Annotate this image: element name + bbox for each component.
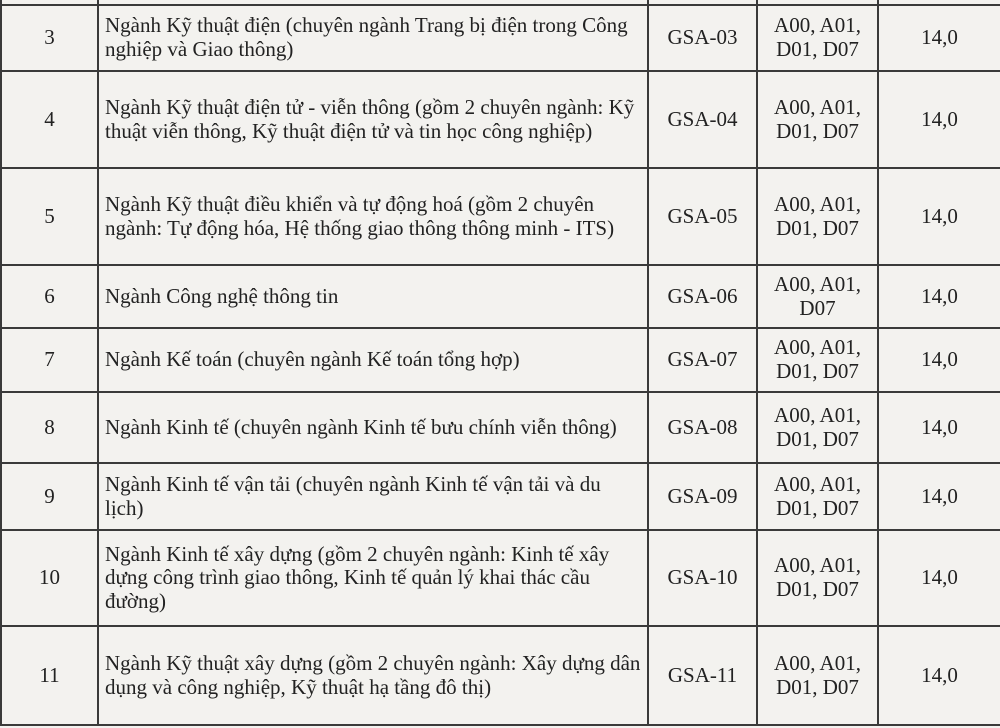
major-code: GSA-11 [648, 626, 757, 725]
table-row [1, 71, 1000, 168]
row-number: 7 [1, 328, 98, 392]
major-code: GSA-05 [648, 168, 757, 265]
minimum-score: 14,0 [878, 168, 1000, 265]
minimum-score: 14,0 [878, 626, 1000, 725]
row-number: 9 [1, 463, 98, 530]
minimum-score: 14,0 [878, 5, 1000, 71]
row-number: 5 [1, 168, 98, 265]
row-number: 3 [1, 5, 98, 71]
row-number: 10 [1, 530, 98, 626]
subject-combinations: A00, A01, D07 [757, 265, 878, 328]
minimum-score: 14,0 [878, 71, 1000, 168]
major-code: GSA-07 [648, 328, 757, 392]
row-number: 8 [1, 392, 98, 463]
table-row [1, 392, 1000, 463]
major-code: GSA-06 [648, 265, 757, 328]
major-name: Ngành Kinh tế xây dựng (gồm 2 chuyên ngành: Kinh tế xây dựng công trình giao thông, Kinh tế quản lý khai thác cầu đường) [98, 530, 648, 626]
subject-combinations: A00, A01, D01, D07 [757, 328, 878, 392]
subject-combinations: A00, A01, D01, D07 [757, 530, 878, 626]
table-row [1, 530, 1000, 626]
major-code: GSA-08 [648, 392, 757, 463]
subject-combinations: A00, A01, D01, D07 [757, 168, 878, 265]
minimum-score: 14,0 [878, 530, 1000, 626]
row-number: 4 [1, 71, 98, 168]
major-name: Ngành Kỹ thuật điện (chuyên ngành Trang bị điện trong Công nghiệp và Giao thông) [98, 5, 648, 71]
table-row [1, 5, 1000, 71]
table-row [1, 626, 1000, 725]
subject-combinations: A00, A01, D01, D07 [757, 463, 878, 530]
major-code: GSA-04 [648, 71, 757, 168]
subject-combinations: A00, A01, D01, D07 [757, 626, 878, 725]
major-name: Ngành Kế toán (chuyên ngành Kế toán tổng hợp) [98, 328, 648, 392]
major-code: GSA-09 [648, 463, 757, 530]
table-row [1, 463, 1000, 530]
minimum-score: 14,0 [878, 392, 1000, 463]
subject-combinations: A00, A01, D01, D07 [757, 392, 878, 463]
major-name: Ngành Công nghệ thông tin [98, 265, 648, 328]
minimum-score: 14,0 [878, 265, 1000, 328]
major-name: Ngành Kinh tế vận tải (chuyên ngành Kinh tế vận tải và du lịch) [98, 463, 648, 530]
subject-combinations: A00, A01, D01, D07 [757, 5, 878, 71]
major-name: Ngành Kinh tế (chuyên ngành Kinh tế bưu chính viễn thông) [98, 392, 648, 463]
minimum-score: 14,0 [878, 463, 1000, 530]
table-row [1, 168, 1000, 265]
major-name: Ngành Kỹ thuật điều khiển và tự động hoá (gồm 2 chuyên ngành: Tự động hóa, Hệ thống giao thông thông minh - ITS) [98, 168, 648, 265]
minimum-score: 14,0 [878, 328, 1000, 392]
table-row [1, 265, 1000, 328]
subject-combinations: A00, A01, D01, D07 [757, 71, 878, 168]
major-code: GSA-03 [648, 5, 757, 71]
major-name: Ngành Kỹ thuật xây dựng (gồm 2 chuyên ngành: Xây dựng dân dụng và công nghiệp, Kỹ thuật hạ tầng đô thị) [98, 626, 648, 725]
major-name: Ngành Kỹ thuật điện tử - viễn thông (gồm 2 chuyên ngành: Kỹ thuật viễn thông, Kỹ thuật điện tử và tin học công nghiệp) [98, 71, 648, 168]
row-number: 11 [1, 626, 98, 725]
row-number: 6 [1, 265, 98, 328]
major-code: GSA-10 [648, 530, 757, 626]
table-row [1, 328, 1000, 392]
